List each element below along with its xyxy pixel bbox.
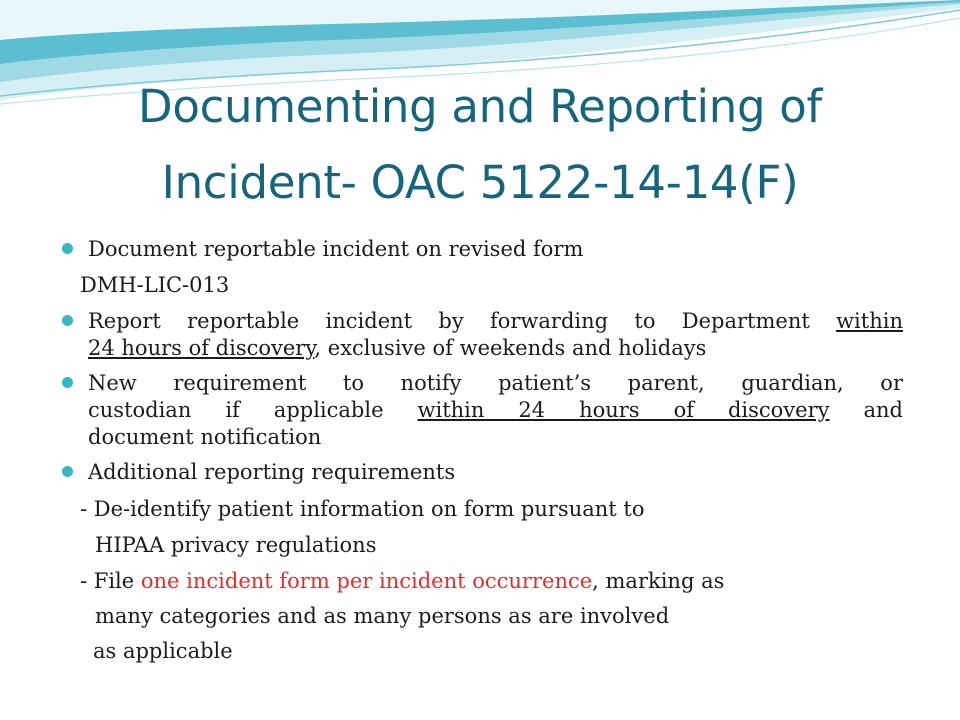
bullet-2-line-1	[88, 309, 903, 333]
slide-title-line-1: Documenting and Reporting of	[137, 80, 823, 133]
bullet-4-line-1: Additional reporting requirements	[88, 460, 456, 484]
bullet-icon	[62, 466, 73, 477]
bullet-icon	[62, 315, 73, 326]
bullet-4-sub-2-line-1	[80, 569, 724, 593]
bullet-4-sub-2-line-2: many categories and as many persons as are involved	[95, 604, 670, 628]
bullet-3-line-1: New requirement to notify patient’s parent, guardian, or	[88, 371, 903, 395]
bullet-4-sub-1-line-2: HIPAA privacy regulations	[95, 533, 377, 557]
bullet-3-text-end: and	[863, 398, 903, 422]
bullet-1-line-1: Document reportable incident on revised form	[88, 237, 584, 261]
bullet-4-sub-2-line-3: as applicable	[93, 639, 233, 663]
bullet-4-sub-2-highlight: one incident form per incident occurrence	[140, 569, 593, 593]
bullet-3-text: custodian if applicable	[88, 398, 384, 422]
bullet-2-text-end: , exclusive of weekends and holidays	[314, 336, 707, 360]
bullet-2-underlined-deadline: 24 hours of discovery	[88, 336, 315, 360]
slide-title-line-2: Incident- OAC 5122-14-14(F)	[161, 156, 799, 209]
bullet-3-underlined-deadline: within 24 hours of discovery	[417, 398, 830, 422]
bullet-2-underlined: within	[836, 309, 903, 333]
bullet-2-line-2	[88, 336, 706, 360]
bullet-icon	[62, 243, 73, 254]
bullet-4-sub-2-prefix: - File	[80, 569, 141, 593]
bullet-2-text: Report reportable incident by forwarding to Department	[88, 309, 810, 333]
bullet-1-line-2: DMH-LIC-013	[80, 273, 230, 297]
bullet-icon	[62, 377, 73, 388]
bullet-4-sub-2-suffix: , marking as	[592, 569, 725, 593]
bullet-3-line-3: document notification	[88, 425, 322, 449]
bullet-4-sub-1-line-1: - De-identify patient information on form pursuant to	[80, 497, 645, 521]
bullet-3-line-2	[88, 398, 903, 422]
